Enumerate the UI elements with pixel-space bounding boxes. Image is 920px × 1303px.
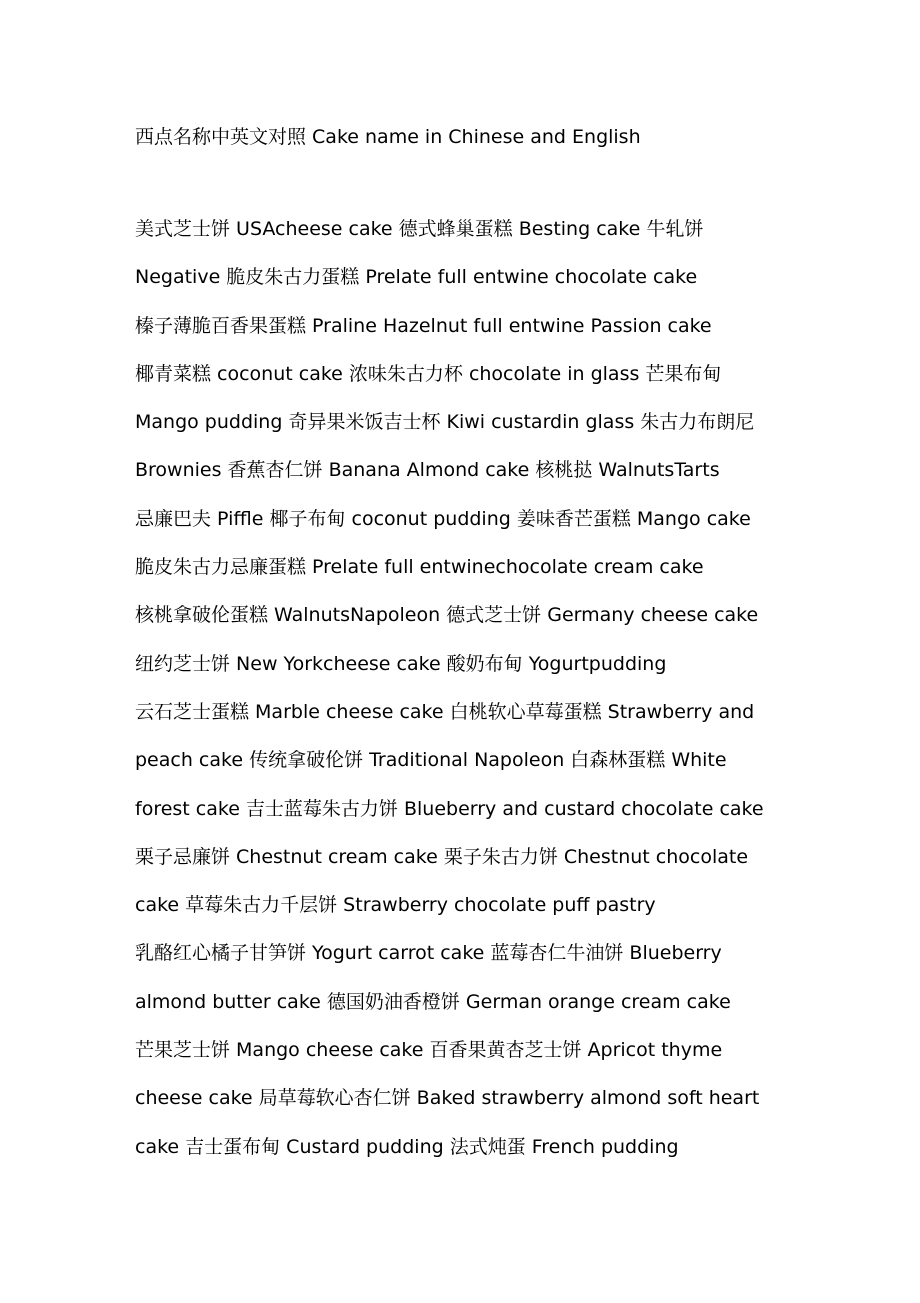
text-line: 芒果芝士饼 Mango cheese cake 百香果黄杏芝士饼 Apricot thyme bbox=[135, 1039, 723, 1062]
text-line: Brownies 香蕉杏仁饼 Banana Almond cake 核桃挞 WalnutsTarts bbox=[135, 459, 720, 482]
text-line: 忌廉巴夫 Piffle 椰子布甸 coconut pudding 姜味香芒蛋糕 Mango cake bbox=[135, 507, 751, 530]
text-line: 核桃拿破伦蛋糕 WalnutsNapoleon 德式芝士饼 Germany cheese cake bbox=[135, 604, 759, 627]
text-line: 美式芝士饼 USAcheese cake 德式蜂巢蛋糕 Besting cake 牛轧饼 bbox=[135, 218, 704, 240]
text-line: cake 吉士蛋布甸 Custard pudding 法式炖蛋 French pudding bbox=[135, 1135, 679, 1158]
text-line: 脆皮朱古力忌廉蛋糕 Prelate full entwinechocolate cream cake bbox=[135, 556, 704, 579]
text-line: forest cake 吉士蓝莓朱古力饼 Blueberry and custard chocolate cake bbox=[135, 797, 764, 820]
text-line: cheese cake 局草莓软心杏仁饼 Baked strawberry almond soft heart bbox=[135, 1087, 760, 1110]
text-line: 纽约芝士饼 New Yorkcheese cake 酸奶布甸 Yogurtpudding bbox=[135, 652, 667, 675]
text-line: Negative 脆皮朱古力蛋糕 Prelate full entwine chocolate cake bbox=[135, 266, 698, 289]
text-line: 椰青菜糕 coconut cake 浓味朱古力杯 chocolate in glass 芒果布甸 bbox=[135, 362, 722, 385]
text-line: 榛子薄脆百香果蛋糕 Praline Hazelnut full entwine Passion cake bbox=[135, 314, 712, 337]
text-line: peach cake 传统拿破伦饼 Traditional Napoleon 白森林蛋糕 White bbox=[135, 749, 727, 772]
text-line: cake 草莓朱古力千层饼 Strawberry chocolate puff pastry bbox=[135, 894, 656, 917]
text-line: Mango pudding 奇异果米饭吉士杯 Kiwi custardin glass 朱古力布朗尼 bbox=[135, 411, 755, 434]
text-line: 栗子忌廉饼 Chestnut cream cake 栗子朱古力饼 Chestnut chocolate bbox=[135, 845, 749, 868]
document-title: 西点名称中英文对照 Cake name in Chinese and English bbox=[135, 126, 641, 148]
text-line: almond butter cake 德国奶油香橙饼 German orange cream cake bbox=[135, 990, 731, 1013]
document-body bbox=[135, 215, 775, 1181]
text-line: 乳酪红心橘子甘笋饼 Yogurt carrot cake 蓝莓杏仁牛油饼 Blueberry bbox=[135, 942, 722, 965]
text-line: 云石芝士蛋糕 Marble cheese cake 白桃软心草莓蛋糕 Strawberry and bbox=[135, 700, 755, 723]
